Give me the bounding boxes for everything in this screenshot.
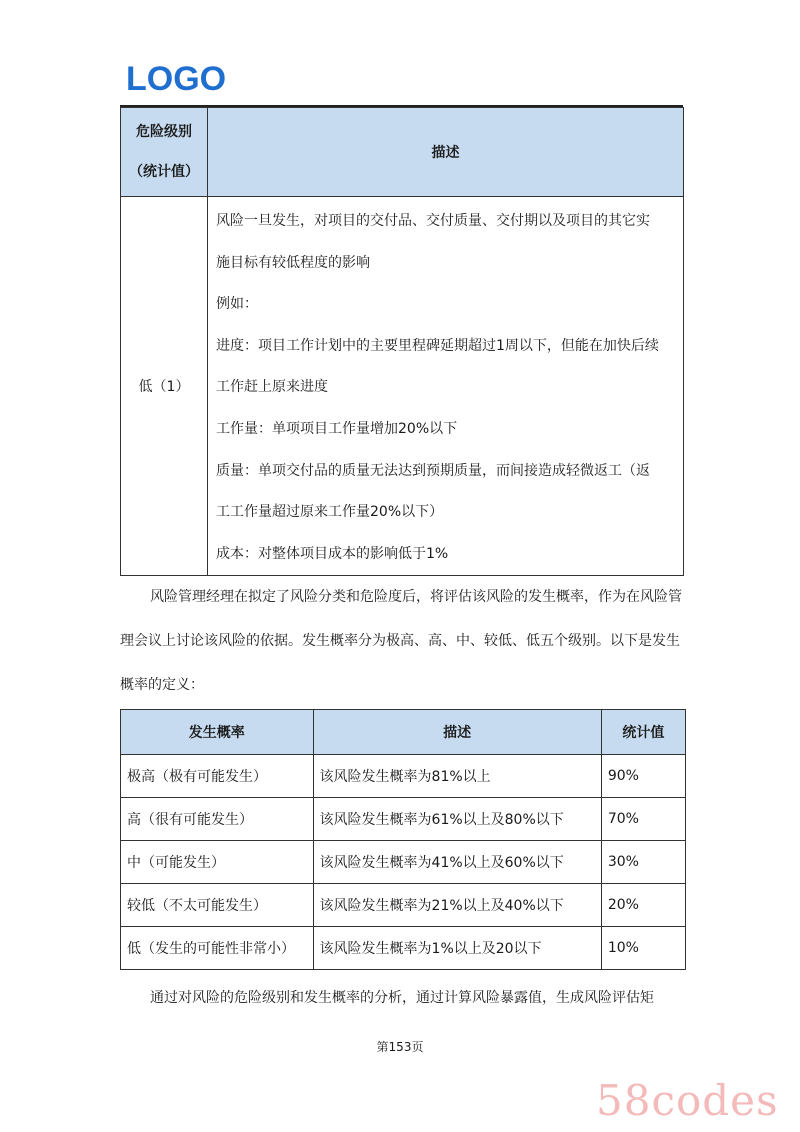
- probability-cell: 低（发生的可能性非常小）: [121, 927, 314, 970]
- logo: [126, 60, 226, 96]
- description-cell: 该风险发生概率为1%以上及20以下: [313, 927, 601, 970]
- probability-cell: 高（很有可能发生）: [121, 798, 314, 841]
- probability-cell: 较低（不太可能发生）: [121, 884, 314, 927]
- probability-intro-paragraph: 风险管理经理在拟定了风险分类和危险度后，将评估该风险的发生概率，作为在风险管理会议上讨论该风险的依据。发生概率分为极高、高、中、较低、低五个级别。以下是发生概率的定义：: [120, 589, 682, 693]
- statistic-header: 统计值: [601, 710, 685, 755]
- table-row: [121, 927, 686, 970]
- description-cell: 该风险发生概率为41%以上及60%以下: [313, 841, 601, 884]
- table-row: [121, 841, 686, 884]
- probability-table: [120, 709, 686, 970]
- risk-level-table: [120, 107, 684, 576]
- risk-description-cell: [208, 197, 684, 576]
- watermark: 58codes: [596, 1076, 779, 1125]
- description-line: 施目标有较低程度的影响: [216, 254, 370, 271]
- table-row: [121, 755, 686, 798]
- statistic-cell: 30%: [601, 841, 685, 884]
- description-line: 例如：: [216, 296, 258, 313]
- description-line: 成本：对整体项目成本的影响低于1%: [216, 545, 449, 562]
- description-line: 风险一旦发生，对项目的交付品、交付质量、交付期以及项目的其它实: [216, 213, 650, 229]
- statistic-cell: 70%: [601, 798, 685, 841]
- probability-cell: 极高（极有可能发生）: [121, 755, 314, 798]
- description-cell: 该风险发生概率为81%以上: [313, 755, 601, 798]
- description-line: 工作赶上原来进度: [216, 379, 328, 396]
- probability-cell: 中（可能发生）: [121, 841, 314, 884]
- table-header-row: [121, 108, 684, 197]
- table-row: [121, 197, 684, 576]
- description-cell: 该风险发生概率为21%以上及40%以下: [313, 884, 601, 927]
- logo-text: LOGO: [126, 60, 226, 96]
- description-line: 工工作量超过原来工作量20%以下）: [216, 504, 444, 521]
- table-header-row: [121, 710, 686, 755]
- description-header: 描述: [313, 710, 601, 755]
- page-number: 第153页: [376, 1040, 424, 1054]
- table-row: [121, 884, 686, 927]
- description-cell: 该风险发生概率为61%以上及80%以下: [313, 798, 601, 841]
- statistic-cell: 10%: [601, 927, 685, 970]
- risk-level-header: 危险级别 （统计值）: [121, 108, 208, 197]
- risk-level-cell: 低（1）: [121, 197, 208, 576]
- statistic-cell: 90%: [601, 755, 685, 798]
- probability-header: 发生概率: [121, 710, 314, 755]
- statistic-cell: 20%: [601, 884, 685, 927]
- matrix-intro-paragraph: 通过对风险的危险级别和发生概率的分析，通过计算风险暴露值，生成风险评估矩: [150, 990, 654, 1006]
- description-header: 描述: [208, 108, 684, 197]
- table-row: [121, 798, 686, 841]
- description-line: 进度：项目工作计划中的主要里程碑延期超过1周以下，但能在加快后续: [216, 337, 659, 354]
- description-line: 工作量：单项项目工作量增加20%以下: [216, 420, 458, 437]
- description-line: 质量：单项交付品的质量无法达到预期质量，而间接造成轻微返工（返: [216, 462, 650, 479]
